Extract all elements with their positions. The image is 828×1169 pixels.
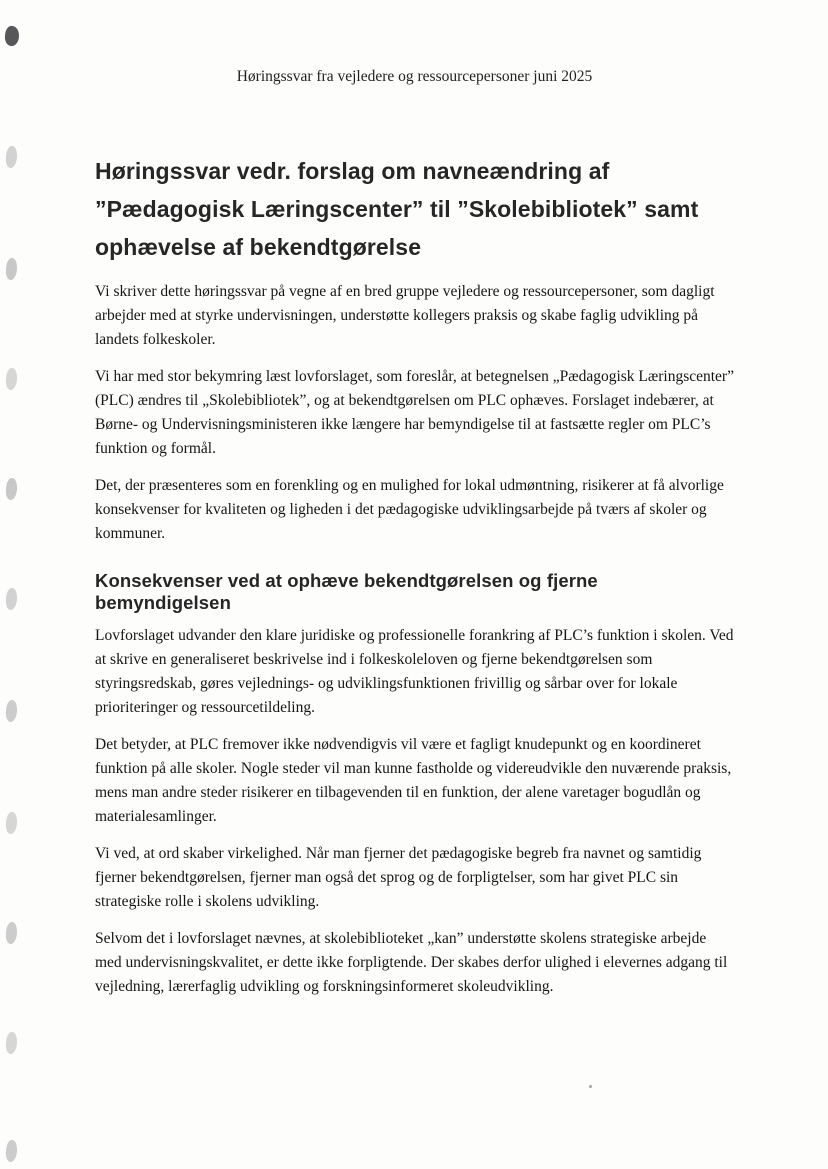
section-paragraph-1: Lovforslaget udvander den klare juridiske og professionelle forankring af PLC’s funktion i skolen. Ved at skrive en generaliseret beskrivelse ind i folkeskoleloven og fjerne bekendtgørelsen som styringsredskab, gøres vejlednings- og udviklingsfunktionen frivillig og sårbar over for lokale prioriteringer og ressourcetildeling. (95, 627, 734, 716)
page-header: Høringssvar fra vejledere og ressourcepersoner juni 2025 (236, 68, 593, 85)
scan-speck (589, 1085, 592, 1088)
section-paragraph-2: Det betyder, at PLC fremover ikke nødvendigvis vil være et fagligt knudepunkt og en koordineret funktion på alle skoler. Nogle steder vil man kunne fastholde og videreudvikle den nuværende praksis, mens man andre steder risikerer en tilbagevenden til en funktion, der alene varetager bogudlån og materialesamlinger. (95, 736, 732, 825)
section-heading-consequences: Konsekvenser ved at ophæve bekendtgørelsen og fjerne bemyndigelsen (95, 570, 598, 613)
section-paragraph-4: Selvom det i lovforslaget nævnes, at skolebiblioteket „kan” understøtte skolens strategiske arbejde med undervisningskvalitet, er dette ikke forpligtende. Der skabes derfor ulighed i elevernes adgang til vejledning, lærerfaglig udvikling og forskningsinformeret skoleudvikling. (95, 930, 728, 995)
document-title: Høringssvar vedr. forslag om navneændring af ”Pædagogisk Læringscenter” til ”Skolebibliotek” samt ophævelse af bekendtgørelse (95, 158, 699, 260)
intro-paragraph-3: Det, der præsenteres som en forenkling og en mulighed for lokal udmøntning, risikerer at få alvorlige konsekvenser for kvaliteten og ligheden i det pædagogiske udviklingsarbejde på tværs af skoler og kommuner. (95, 477, 724, 542)
intro-paragraph-1: Vi skriver dette høringssvar på vegne af en bred gruppe vejledere og ressourcepersoner, som dagligt arbejder med at styrke undervisningen, understøtte kollegers praksis og skabe faglig udvikling på landets folkeskoler. (95, 283, 715, 348)
section-paragraph-3: Vi ved, at ord skaber virkelighed. Når man fjerner det pædagogiske begreb fra navnet og samtidig fjerner bekendtgørelsen, fjerner man også det sprog og de forpligtelser, som har givet PLC sin strategiske rolle i skolens udvikling. (95, 845, 702, 910)
intro-paragraph-2: Vi har med stor bekymring læst lovforslaget, som foreslår, at betegnelsen „Pædagogisk Læringscenter” (PLC) ændres til „Skolebibliotek”, og at bekendtgørelsen om PLC ophæves. Forslaget indebærer, at Børne- og Undervisningsministeren ikke længere har bemyndigelse til at fastsætte regler om PLC’s funktion og formål. (95, 368, 734, 457)
